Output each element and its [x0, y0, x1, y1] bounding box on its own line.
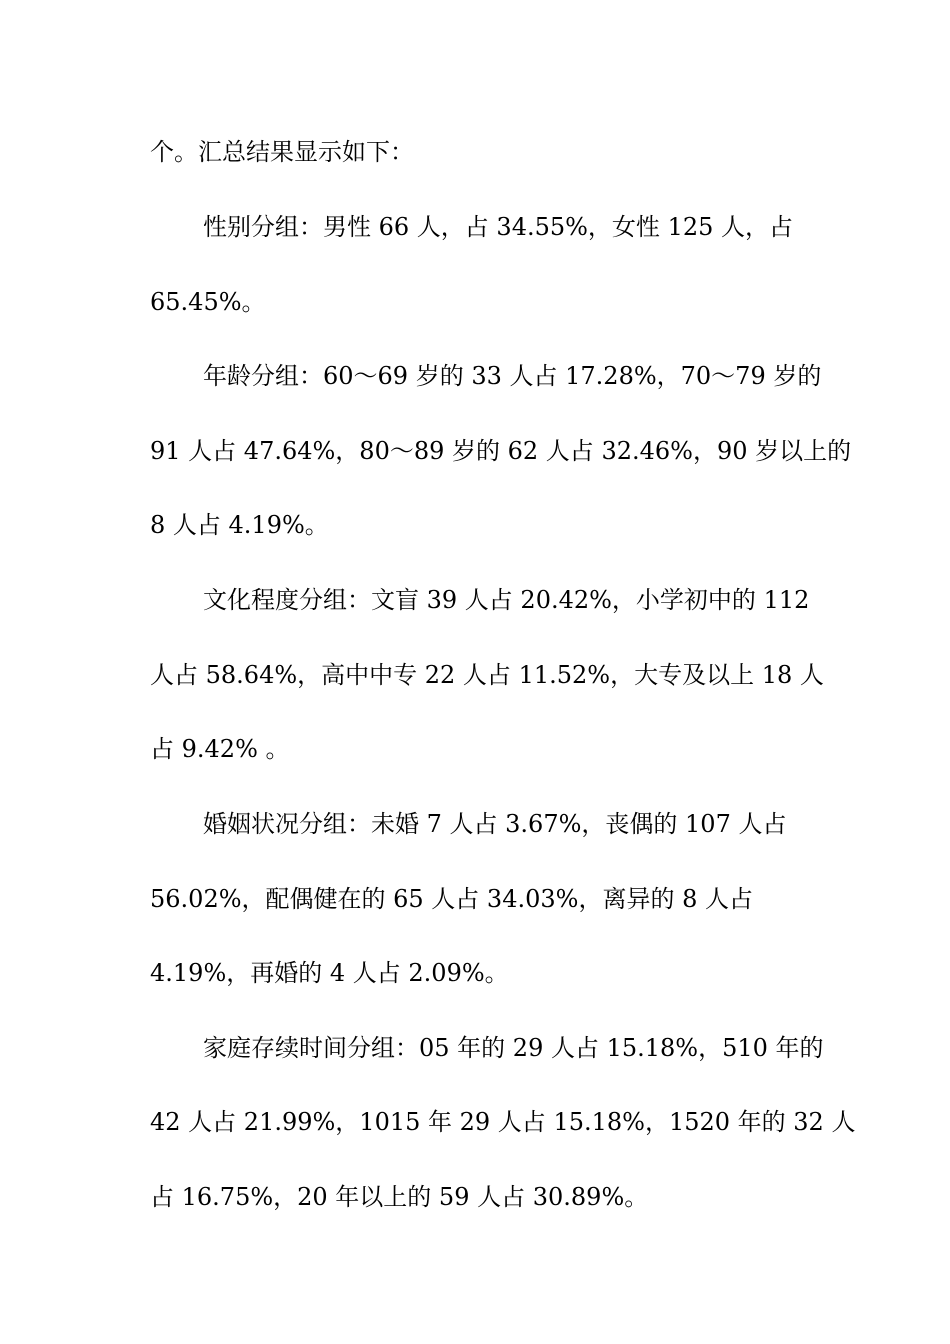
paragraph-marital-line-2: 56.02%，配偶健在的 65 人占 34.03%，离异的 8 人占	[150, 885, 753, 913]
paragraph-duration-line-1: 家庭存续时间分组：05 年的 29 人占 15.18%，510 年的	[203, 1034, 824, 1062]
paragraph-marital-line-3: 4.19%，再婚的 4 人占 2.09%。	[150, 959, 509, 987]
paragraph-summary-intro: 个。汇总结果显示如下：	[150, 138, 414, 166]
paragraph-duration-line-2: 42 人占 21.99%，1015 年 29 人占 15.18%，1520 年的 32 人	[150, 1108, 856, 1136]
paragraph-education-line-3: 占 9.42% 。	[150, 735, 290, 763]
paragraph-age-line-1: 年龄分组：60～69 岁的 33 人占 17.28%，70～79 岁的	[203, 362, 822, 390]
paragraph-age-line-2: 91 人占 47.64%，80～89 岁的 62 人占 32.46%，90 岁以上的	[150, 437, 852, 465]
paragraph-duration-line-3: 占 16.75%，20 年以上的 59 人占 30.89%。	[150, 1183, 649, 1211]
paragraph-gender-line-2: 65.45%。	[150, 288, 266, 316]
paragraph-age-line-3: 8 人占 4.19%。	[150, 511, 329, 539]
paragraph-marital-line-1: 婚姻状况分组：未婚 7 人占 3.67%，丧偶的 107 人占	[203, 810, 787, 838]
paragraph-education-line-2: 人占 58.64%，高中中专 22 人占 11.52%，大专及以上 18 人	[150, 661, 824, 689]
paragraph-gender-line-1: 性别分组：男性 66 人，占 34.55%，女性 125 人，占	[203, 213, 794, 241]
paragraph-education-line-1: 文化程度分组：文盲 39 人占 20.42%，小学初中的 112	[203, 586, 810, 614]
